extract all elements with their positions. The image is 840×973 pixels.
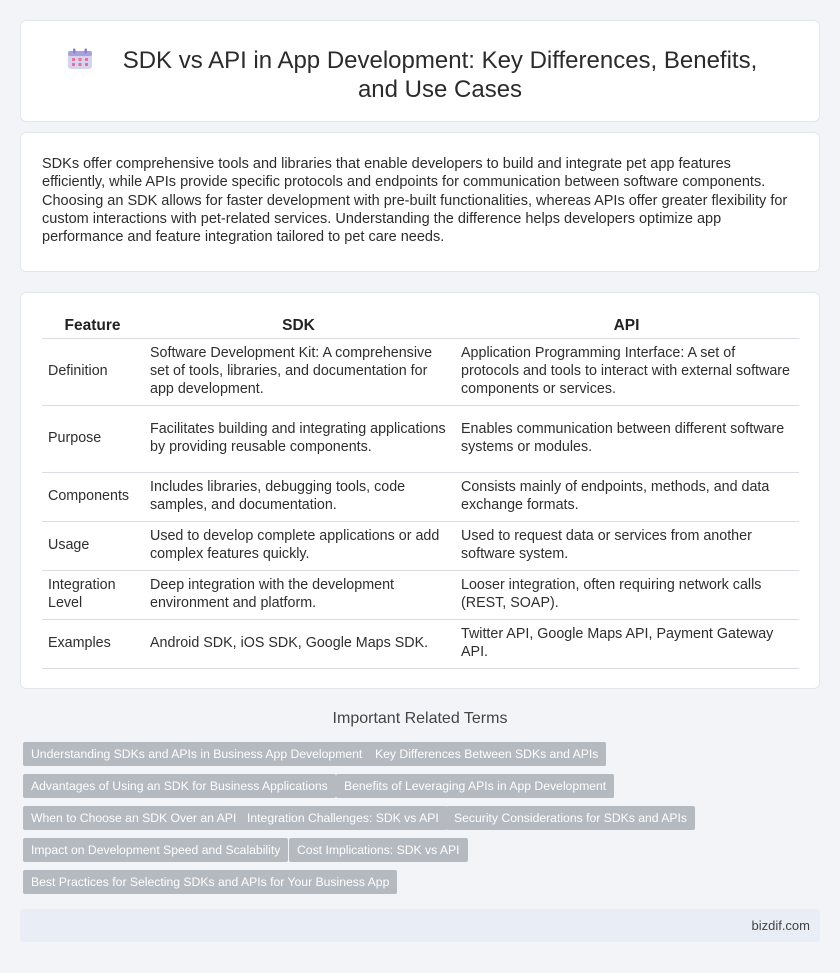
sdk-cell: Android SDK, iOS SDK, Google Maps SDK. xyxy=(143,619,454,668)
feature-cell: Usage xyxy=(42,521,143,570)
table-header-row xyxy=(42,313,799,338)
related-term-link[interactable]: When to Choose an SDK Over an API xyxy=(23,806,244,830)
sdk-cell: Includes libraries, debugging tools, code samples, and documentation. xyxy=(143,472,454,521)
related-term-link[interactable]: Advantages of Using an SDK for Business Applications xyxy=(23,774,336,798)
related-term-link[interactable]: Security Considerations for SDKs and APIs xyxy=(446,806,695,830)
sdk-cell: Software Development Kit: A comprehensive set of tools, libraries, and documentation for app development. xyxy=(143,338,454,405)
related-term-link[interactable]: Best Practices for Selecting SDKs and APIs for Your Business App xyxy=(23,870,397,894)
feature-cell: Examples xyxy=(42,619,143,668)
table-row xyxy=(42,472,799,521)
feature-cell: Integration Level xyxy=(42,570,143,619)
related-term-link[interactable]: Key Differences Between SDKs and APIs xyxy=(367,742,606,766)
sdk-cell: Used to develop complete applications or add complex features quickly. xyxy=(143,521,454,570)
api-cell: Twitter API, Google Maps API, Payment Gateway API. xyxy=(454,619,799,668)
feature-cell: Definition xyxy=(42,338,143,405)
comparison-card xyxy=(20,292,820,689)
intro-card xyxy=(20,132,820,272)
table-row xyxy=(42,570,799,619)
table-row xyxy=(42,338,799,405)
header-sdk: SDK xyxy=(143,313,454,338)
sdk-cell: Deep integration with the development environment and platform. xyxy=(143,570,454,619)
related-term-link[interactable]: Understanding SDKs and APIs in Business App Development xyxy=(23,742,370,766)
api-cell: Consists mainly of endpoints, methods, and data exchange formats. xyxy=(454,472,799,521)
sdk-cell: Facilitates building and integrating applications by providing reusable components. xyxy=(143,405,454,472)
title-card xyxy=(20,20,820,122)
related-term-link[interactable]: Cost Implications: SDK vs API xyxy=(289,838,468,862)
page-title: SDK vs API in App Development: Key Differences, Benefits, and Use Cases xyxy=(122,47,758,103)
footer xyxy=(20,909,820,942)
footer-site-link[interactable]: bizdif.com xyxy=(751,918,810,933)
intro-paragraph: SDKs offer comprehensive tools and libraries that enable developers to build and integrate pet app features efficiently, while APIs provide specific protocols and endpoints for communication between software components. Choosing an SDK allows for faster development with pre-built functionalities, whereas APIs offer greater flexibility for custom interactions with pet-related services. Understanding the difference helps developers optimize app performance and feature integration tailored to pet care needs. xyxy=(42,156,788,246)
feature-cell: Purpose xyxy=(42,405,143,472)
table-row xyxy=(42,619,799,668)
related-terms-title: Important Related Terms xyxy=(332,710,508,727)
header-feature: Feature xyxy=(42,313,143,338)
api-cell: Used to request data or services from another software system. xyxy=(454,521,799,570)
feature-cell: Components xyxy=(42,472,143,521)
api-cell: Looser integration, often requiring network calls (REST, SOAP). xyxy=(454,570,799,619)
table-row xyxy=(42,521,799,570)
table-row xyxy=(42,405,799,472)
related-term-link[interactable]: Impact on Development Speed and Scalability xyxy=(23,838,288,862)
related-term-link[interactable]: Benefits of Leveraging APIs in App Development xyxy=(336,774,614,798)
api-cell: Enables communication between different software systems or modules. xyxy=(454,405,799,472)
api-cell: Application Programming Interface: A set of protocols and tools to interact with external software components or services. xyxy=(454,338,799,405)
comparison-table xyxy=(42,313,799,669)
related-term-link[interactable]: Integration Challenges: SDK vs API xyxy=(239,806,447,830)
header-api: API xyxy=(454,313,799,338)
